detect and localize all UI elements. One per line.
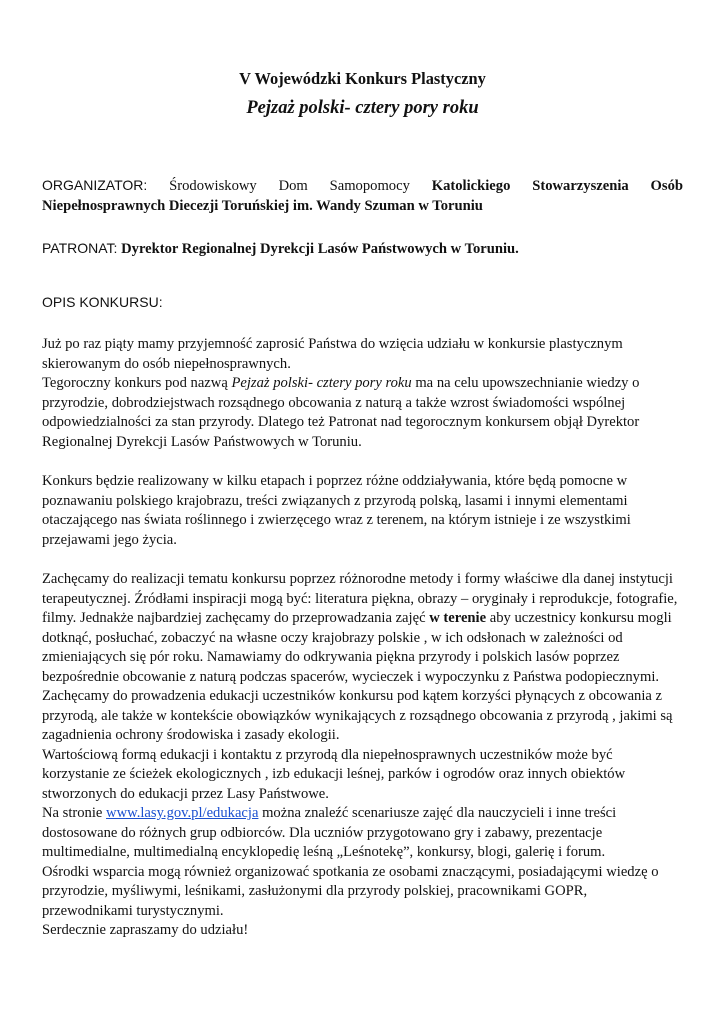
- opis-heading: OPIS KONKURSU:: [42, 293, 163, 310]
- text-line: Zachęcamy do prowadzenia edukacji uczestników konkursu pod kątem korzyści płynących z obcowania z: [42, 688, 662, 704]
- contest-name-italic: Pejzaż polski- cztery pory roku: [231, 375, 412, 391]
- text-line: dotknąć, posłuchać, zobaczyć na własne oczy krajobrazy polskie , w ich odsłonach w zależności od: [42, 629, 623, 646]
- text-line: Ośrodki wsparcia mogą również organizować spotkania ze osobami znaczącymi, posiadającymi wiedzę o: [42, 863, 659, 880]
- text-line: bezpośrednie obcowanie z naturą podczas spacerów, wycieczek i wypoczynku z Państwa podopiecznymi.: [42, 668, 660, 685]
- patronat-value: Dyrektor Regionalnej Dyrekcji Lasów Państwowych w Toruniu.: [121, 241, 519, 257]
- text-line: skierowanym do osób niepełnosprawnych.: [42, 355, 291, 372]
- text-span: ma na celu upowszechnianie wiedzy o: [411, 375, 640, 391]
- organizator-line-2: [42, 197, 683, 217]
- text-line: otaczającego nas świata roślinnego i zwierzęcego wraz z terenem, na którym istnieje i ze wszystkimi: [42, 512, 631, 528]
- organizator-section: [42, 176, 683, 216]
- text-line: Konkurs będzie realizowany w kilku etapach i poprzez różne oddziaływania, które będą pomocne w: [42, 473, 628, 489]
- closing-line: Serdecznie zapraszamy do udziału!: [42, 922, 249, 938]
- text-line: zagadnienia ochrony środowiska i zasady ekologii.: [42, 727, 340, 743]
- document-subtitle: Pejzaż polski- cztery pory roku: [246, 98, 479, 118]
- paragraph-methods: [42, 570, 683, 941]
- paragraph-stages: [42, 472, 683, 550]
- organizator-line-1: [42, 176, 683, 197]
- organizator-label: ORGANIZATOR:: [42, 177, 148, 193]
- organizator-plain: Środowiskowy Dom Samopomocy: [169, 178, 410, 194]
- text-line: odpowiedzialności za stan przyrody. Dlatego też Patronat nad tegorocznym konkursem objął Dyrektor: [42, 414, 640, 430]
- text-line: [42, 374, 683, 394]
- patronat-label: PATRONAT:: [42, 240, 118, 256]
- text-line: multimedialne, multimedialną encyklopedię leśną „Leśnotekę”, konkursy, blogi, galerię i forum.: [42, 844, 606, 860]
- patronat-section: [42, 239, 683, 260]
- text-line: korzystanie ze ścieżek ekologicznych , izb edukacji leśnej, parków i ogrodów oraz innych obiektów: [42, 766, 626, 782]
- text-span: Na stronie: [42, 805, 107, 821]
- text-line: przyrodą, ale także w kontekście obowiązków wynikających z rozsądnego obcowania z przyrodą , jakimi są: [42, 707, 673, 724]
- text-line: przewodnikami turystycznymi.: [42, 902, 224, 919]
- text-line: zmieniających się pór roku. Namawiamy do odkrywania piękna przyrody i polskich lasów poprzez: [42, 649, 620, 665]
- text-line: Już po raz piąty mamy przyjemność zaprosić Państwa do wzięcia udziału w konkursie plastycznym: [42, 336, 623, 352]
- text-span: aby uczestnicy konkursu mogli: [486, 610, 672, 626]
- text-line: przyrodzie, myśliwymi, leśnikami, zasłużonymi dla przyrody polskiej, pracownikami GOPR,: [42, 883, 588, 899]
- text-line: Zachęcamy do realizacji tematu konkursu poprzez różnorodne metody i formy właściwe dla danej instytucji: [42, 571, 673, 587]
- text-line: Wartościową formą edukacji i kontaktu z przyrodą dla niepełnosprawnych uczestników może być: [42, 746, 613, 763]
- organizator-bold-1: Katolickiego Stowarzyszenia Osób: [431, 178, 683, 194]
- text-span: filmy. Jednakże najbardziej zachęcamy do przeprowadzania zajęć: [42, 610, 430, 626]
- emphasis-bold: w terenie: [429, 610, 487, 626]
- lasy-edukacja-link[interactable]: www.lasy.gov.pl/edukacja: [106, 805, 259, 821]
- text-line: przyrodzie, dobrodziejstwach rozsądnego obcowania z naturą a także wzrost świadomości wspólnej: [42, 394, 626, 411]
- text-line: [42, 804, 683, 824]
- document-title: V Wojewódzki Konkurs Plastyczny: [239, 69, 486, 88]
- text-line: stworzonych do edukacji przez Lasy Państwowe.: [42, 785, 329, 802]
- text-line: [42, 609, 683, 629]
- organizator-bold-2: Niepełnosprawnych Diecezji Toruńskiej im. Wandy Szuman w Toruniu: [42, 197, 483, 214]
- text-span: Tegoroczny konkurs pod nazwą: [42, 375, 232, 391]
- text-line: dostosowane do różnych grup odbiorców. Dla uczniów przygotowano gry i zabawy, prezentacje: [42, 824, 603, 841]
- text-line: terapeutycznej. Źródłami inspiracji mogą być: literatura piękna, obrazy – oryginały i reprodukcje, fotografie,: [42, 590, 678, 607]
- text-line: przejawami jego życia.: [42, 531, 177, 548]
- text-line: poznawaniu polskiego krajobrazu, treści związanych z przyrodą polską, lasami i innymi elementami: [42, 492, 628, 509]
- text-span: można znaleźć scenariusze zajęć dla nauczycieli i inne treści: [258, 805, 617, 821]
- text-line: Regionalnej Dyrekcji Lasów Państwowych w Toruniu.: [42, 433, 362, 450]
- paragraph-intro: [42, 335, 683, 452]
